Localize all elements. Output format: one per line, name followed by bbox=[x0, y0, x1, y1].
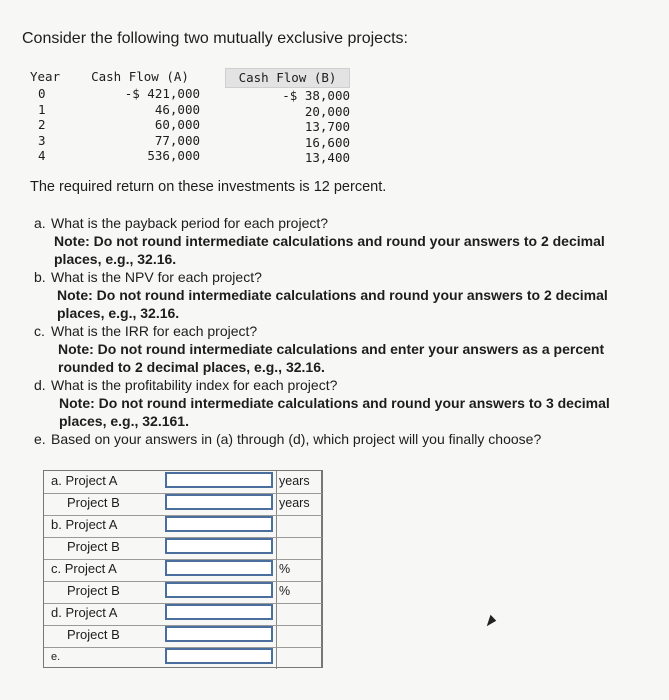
cash-flow-b-column bbox=[225, 68, 350, 166]
question-label: a. bbox=[34, 215, 46, 231]
npv-project-b-input[interactable] bbox=[165, 538, 273, 554]
question-list bbox=[34, 214, 654, 448]
year-cell: 4 bbox=[38, 148, 46, 163]
pi-project-b-input[interactable] bbox=[165, 626, 273, 642]
year-cell: 1 bbox=[38, 101, 46, 117]
question-text: What is the payback period for each project? bbox=[51, 215, 329, 231]
year-header: Year bbox=[30, 69, 61, 84]
pi-project-a-input[interactable] bbox=[165, 604, 273, 620]
cash-flow-a-cell: 77,000 bbox=[154, 132, 200, 148]
cash-flow-a-cell: -$ 421,000 bbox=[124, 86, 200, 101]
cash-flow-a-cell: 60,000 bbox=[154, 117, 200, 132]
question-label: c. bbox=[34, 323, 45, 339]
cash-flow-b-cell: 20,000 bbox=[304, 103, 350, 119]
answer-row-d-project-a bbox=[43, 602, 323, 624]
question-label: d. bbox=[34, 377, 46, 393]
year-cell: 2 bbox=[38, 117, 46, 132]
year-cell: 3 bbox=[38, 132, 46, 148]
unit-label: % bbox=[275, 580, 323, 602]
payback-project-b-input[interactable] bbox=[165, 494, 273, 510]
answer-row-label: e. bbox=[51, 651, 61, 663]
question-note: Note: Do not round intermediate calculations and round your answers to 3 decimal places, e.g., 32.161. bbox=[59, 395, 610, 429]
payback-project-a-input[interactable] bbox=[165, 472, 273, 488]
unit-label: years bbox=[275, 470, 323, 492]
year-column bbox=[30, 68, 70, 164]
irr-project-a-input[interactable] bbox=[165, 560, 273, 576]
question-label: e. bbox=[34, 431, 46, 447]
year-cell: 0 bbox=[38, 86, 46, 101]
answer-row-label: c. Project A bbox=[51, 561, 117, 576]
unit-label: % bbox=[275, 558, 323, 580]
question-a bbox=[34, 214, 654, 268]
question-d bbox=[34, 376, 654, 430]
answer-row-a-project-a bbox=[43, 470, 323, 492]
required-return-text: The required return on these investments is 12 percent. bbox=[30, 179, 387, 195]
question-b bbox=[34, 268, 654, 322]
answer-row-b-project-b bbox=[43, 536, 323, 558]
cursor-icon bbox=[483, 614, 497, 626]
project-choice-select[interactable] bbox=[165, 648, 273, 664]
question-text: What is the profitability index for each project? bbox=[51, 377, 338, 393]
cash-flow-b-cell: 13,700 bbox=[304, 119, 350, 134]
answer-row-e bbox=[43, 646, 323, 668]
unit-label bbox=[275, 514, 323, 536]
problem-intro: Consider the following two mutually exclusive projects: bbox=[22, 30, 408, 47]
unit-label bbox=[275, 624, 323, 646]
question-note: Note: Do not round intermediate calculations and round your answers to 2 decimal places, e.g., 32.16. bbox=[57, 287, 608, 321]
question-note: Note: Do not round intermediate calculations and round your answers to 2 decimal places, e.g., 32.16. bbox=[54, 233, 605, 267]
question-label: b. bbox=[34, 269, 46, 285]
answer-row-a-project-b bbox=[43, 492, 323, 514]
cash-flow-a-cell: 46,000 bbox=[154, 101, 200, 117]
unit-label: years bbox=[275, 492, 323, 514]
question-note: Note: Do not round intermediate calculations and enter your answers as a percent rounded to 2 decimal places, e.g., 32.16. bbox=[58, 341, 605, 375]
answer-row-c-project-b bbox=[43, 580, 323, 602]
cash-flow-a-cell: 536,000 bbox=[147, 148, 200, 163]
cash-flow-b-header: Cash Flow (B) bbox=[225, 68, 350, 88]
answer-row-d-project-b bbox=[43, 624, 323, 646]
answer-row-label: Project B bbox=[67, 495, 120, 510]
answer-row-label: a. Project A bbox=[51, 473, 118, 488]
unit-label bbox=[275, 602, 323, 624]
cash-flow-b-cell: -$ 38,000 bbox=[282, 88, 350, 103]
cash-flow-b-cell: 13,400 bbox=[304, 150, 350, 165]
question-c bbox=[34, 322, 654, 376]
unit-label bbox=[275, 646, 323, 668]
question-text: What is the IRR for each project? bbox=[51, 323, 258, 339]
question-e bbox=[34, 430, 654, 448]
question-text: Based on your answers in (a) through (d), which project will you finally choose? bbox=[51, 431, 542, 447]
cash-flow-a-header: Cash Flow (A) bbox=[91, 69, 189, 84]
irr-project-b-input[interactable] bbox=[165, 582, 273, 598]
answer-row-label: Project B bbox=[67, 539, 120, 554]
unit-label bbox=[275, 536, 323, 558]
npv-project-a-input[interactable] bbox=[165, 516, 273, 532]
answer-row-label: d. Project A bbox=[51, 605, 118, 620]
question-text: What is the NPV for each project? bbox=[51, 269, 262, 285]
cash-flow-a-column bbox=[80, 68, 200, 164]
answer-row-label: Project B bbox=[67, 627, 120, 642]
answer-row-label: b. Project A bbox=[51, 517, 118, 532]
cash-flow-b-cell: 16,600 bbox=[304, 134, 350, 150]
answer-row-label: Project B bbox=[67, 583, 120, 598]
answer-row-b-project-a bbox=[43, 514, 323, 536]
answer-rows bbox=[43, 470, 323, 668]
answer-row-c-project-a bbox=[43, 558, 323, 580]
